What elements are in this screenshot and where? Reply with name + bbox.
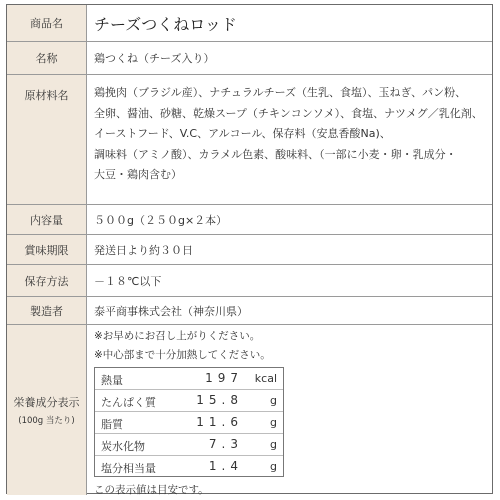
label-best-before: 賞味期限 bbox=[7, 235, 87, 264]
label-net-contents: 内容量 bbox=[7, 205, 87, 234]
nutrient-name: 脂質 bbox=[101, 418, 123, 431]
nutrient-value: 15.8 bbox=[196, 393, 243, 407]
label-storage: 保存方法 bbox=[7, 265, 87, 296]
row-storage bbox=[7, 265, 492, 297]
ingredients-line: イーストフード、V.C、アルコール、保存料（安息香酸Na)、 bbox=[94, 127, 391, 140]
nutrient-value: 11.6 bbox=[196, 415, 243, 429]
ingredients-text bbox=[94, 83, 486, 186]
nutrient-name: たんぱく質 bbox=[101, 396, 156, 409]
label-nutrition bbox=[7, 325, 87, 495]
nutrition-row-fat bbox=[95, 412, 283, 434]
nutrition-row-carbohydrate bbox=[95, 434, 283, 456]
row-nutrition bbox=[7, 325, 492, 495]
nutrition-row-protein bbox=[95, 390, 283, 412]
label-manufacturer: 製造者 bbox=[7, 297, 87, 324]
nutrition-per-amount: (100g 当たり) bbox=[18, 416, 75, 426]
label-ingredients: 原材料名 bbox=[7, 75, 87, 204]
product-info-table bbox=[6, 4, 493, 494]
ingredients-line: 全卵、醤油、砂糖、乾燥スープ（チキンコンソメ）、食塩、ナツメグ／乳化剤、 bbox=[94, 106, 483, 120]
nutrient-unit: g bbox=[270, 416, 277, 429]
value-net-contents: ５００g（２５０g×２本） bbox=[94, 213, 228, 227]
label-name: 名称 bbox=[7, 42, 87, 74]
value-name: 鶏つくね（チーズ入り） bbox=[94, 52, 215, 65]
row-best-before bbox=[7, 235, 492, 265]
row-manufacturer bbox=[7, 297, 492, 325]
nutrient-unit: kcal bbox=[254, 372, 277, 385]
row-net-contents bbox=[7, 205, 492, 235]
nutrient-name: 炭水化物 bbox=[101, 440, 145, 453]
nutrient-unit: g bbox=[270, 460, 277, 473]
value-best-before: 発送日より約３０日 bbox=[94, 243, 193, 257]
row-ingredients bbox=[7, 75, 492, 205]
value-storage: －１８℃以下 bbox=[94, 274, 162, 288]
value-product-name: チーズつくねロッド bbox=[94, 14, 237, 34]
nutrient-value: 1.4 bbox=[208, 459, 243, 473]
note-eat-soon: ※お早めにお召し上がりください。 bbox=[94, 330, 261, 342]
ingredients-line: 鶏挽肉（ブラジル産）、ナチュラルチーズ（生乳、食塩）、玉ねぎ、パン粉、 bbox=[94, 86, 467, 99]
nutrient-value: 7.3 bbox=[208, 437, 243, 451]
row-product-name bbox=[7, 5, 492, 42]
nutrient-name: 熱量 bbox=[101, 374, 123, 387]
note-heat-thoroughly: ※中心部まで十分加熱してください。 bbox=[94, 349, 271, 361]
nutrient-value: 197 bbox=[205, 371, 243, 385]
note-values-estimate: この表示値は目安です。 bbox=[94, 484, 209, 496]
nutrition-table bbox=[94, 367, 284, 477]
ingredients-line: 調味料（アミノ酸）、カラメル色素、酸味料、（一部に小麦・卵・乳成分・ bbox=[94, 147, 457, 161]
nutrition-row-salt bbox=[95, 456, 283, 478]
label-product-name: 商品名 bbox=[7, 5, 87, 41]
row-name bbox=[7, 42, 492, 75]
nutrient-unit: g bbox=[270, 394, 277, 407]
value-manufacturer: 泰平商事株式会社（神奈川県） bbox=[94, 304, 248, 318]
nutrition-title: 栄養成分表示 bbox=[13, 396, 80, 409]
nutrient-unit: g bbox=[270, 438, 277, 451]
ingredients-line: 大豆・鶏肉含む） bbox=[94, 168, 182, 181]
nutrient-name: 塩分相当量 bbox=[101, 462, 156, 475]
nutrition-row-energy bbox=[95, 368, 283, 390]
